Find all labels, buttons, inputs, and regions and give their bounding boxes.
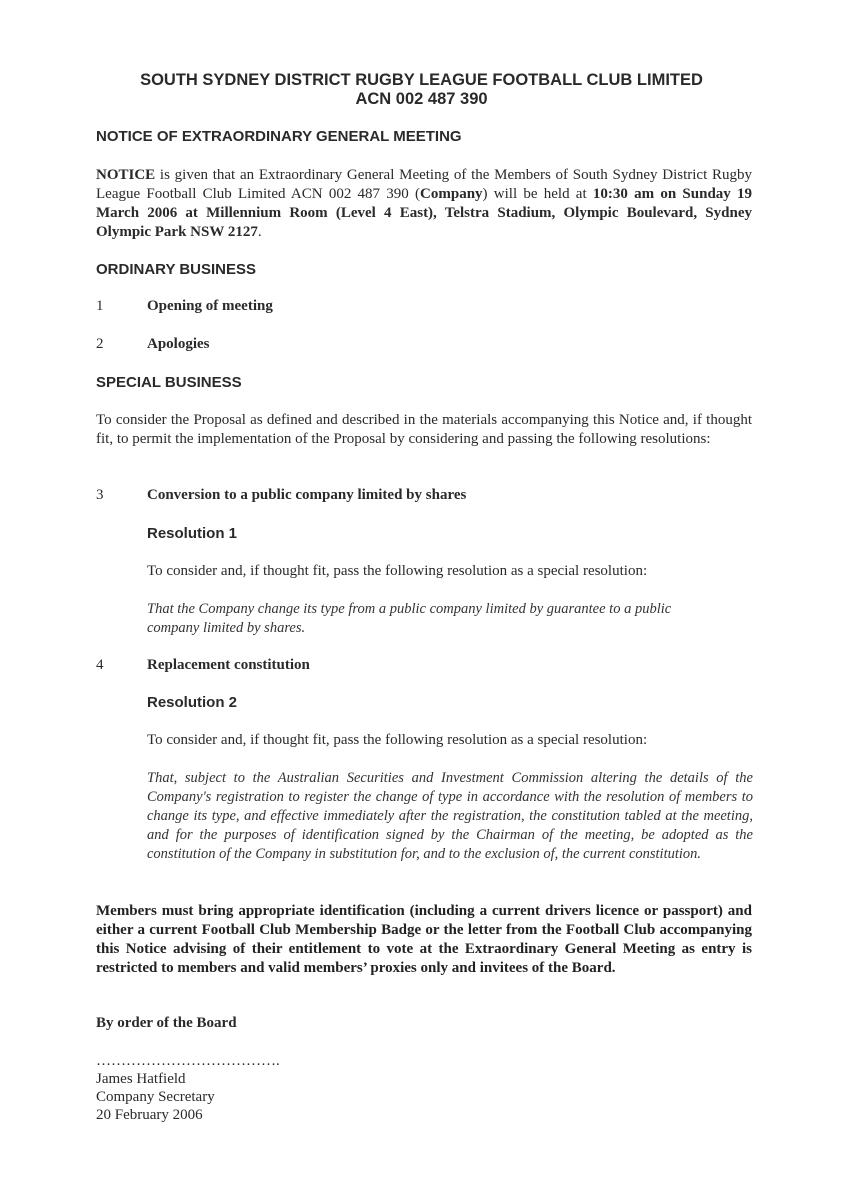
by-order-line: By order of the Board: [96, 1015, 237, 1031]
item-title: Conversion to a public company limited by shares: [147, 487, 467, 503]
company-word: Company: [420, 186, 483, 202]
resolution-text: That, subject to the Australian Securities and Investment Commission altering the details of the Company's registration to register the change of type in accordance with the resolution of members to change its type, and effective immediately after the registration, the constitution tabled at the meeting, and for the purposes of identification signed by the Chairman of the meeting, be adopted as the constitution of the Company in substitution for, and to the exclusion of, the current constitution.: [147, 770, 753, 862]
resolution-intro: To consider and, if thought fit, pass the following resolution as a special resolution:: [147, 563, 648, 579]
resolution-heading: Resolution 2: [147, 694, 238, 711]
signatory-title: Company Secretary: [96, 1089, 215, 1105]
resolution-heading: Resolution 1: [147, 525, 238, 542]
company-name-heading: SOUTH SYDNEY DISTRICT RUGBY LEAGUE FOOTBALL CLUB LIMITED: [140, 71, 703, 89]
acn-heading: ACN 002 487 390: [355, 90, 488, 108]
notice-heading: NOTICE OF EXTRAORDINARY GENERAL MEETING: [96, 128, 462, 145]
resolution-intro: To consider and, if thought fit, pass the following resolution as a special resolution:: [147, 732, 648, 748]
special-business-heading: SPECIAL BUSINESS: [96, 374, 242, 391]
special-business-intro: To consider the Proposal as defined and described in the materials accompanying this Notice and, if thought fit, to permit the implementation of the Proposal by considering and passing the following resolutions:: [96, 412, 752, 447]
intro-paragraph: [96, 166, 752, 242]
signoff-date: 20 February 2006: [96, 1107, 203, 1123]
ordinary-business-heading: ORDINARY BUSINESS: [96, 261, 257, 278]
item-title: Apologies: [147, 336, 210, 352]
item-number: 2: [96, 336, 104, 352]
intro-text-3: .: [257, 224, 262, 240]
signatory-name: James Hatfield: [96, 1071, 186, 1087]
notice-word: NOTICE: [96, 167, 156, 183]
resolution-text: That the Company change its type from a public company limited by guarantee to a public company limited by shares.: [147, 601, 672, 636]
item-title: Replacement constitution: [147, 657, 310, 673]
members-identification-notice: Members must bring appropriate identification (including a current drivers licence or passport) and either a current Football Club Membership Badge or the letter from the Football Club accompanying this Notice advising of their entitlement to vote at the Extraordinary General Meeting as entry is restricted to members and valid members’ proxies only and invitees of the Board.: [96, 903, 752, 976]
intro-text-1: is given that an Extraordinary General Meeting of the Members of South Sydney District Rugby League Football Club Limited ACN 002 487 390 (: [96, 167, 752, 202]
item-number: 4: [96, 657, 104, 673]
signature-line: ……………………………….: [96, 1053, 280, 1069]
item-number: 1: [96, 298, 104, 314]
intro-text-2: ) will be held at: [482, 186, 593, 202]
item-number: 3: [96, 487, 104, 503]
meeting-details: 10:30 am on Sunday 19 March 2006 at Millennium Room (Level 4 East), Telstra Stadium, Olympic Boulevard, Sydney Olympic Park NSW 2127: [96, 186, 753, 240]
item-title: Opening of meeting: [147, 298, 273, 314]
